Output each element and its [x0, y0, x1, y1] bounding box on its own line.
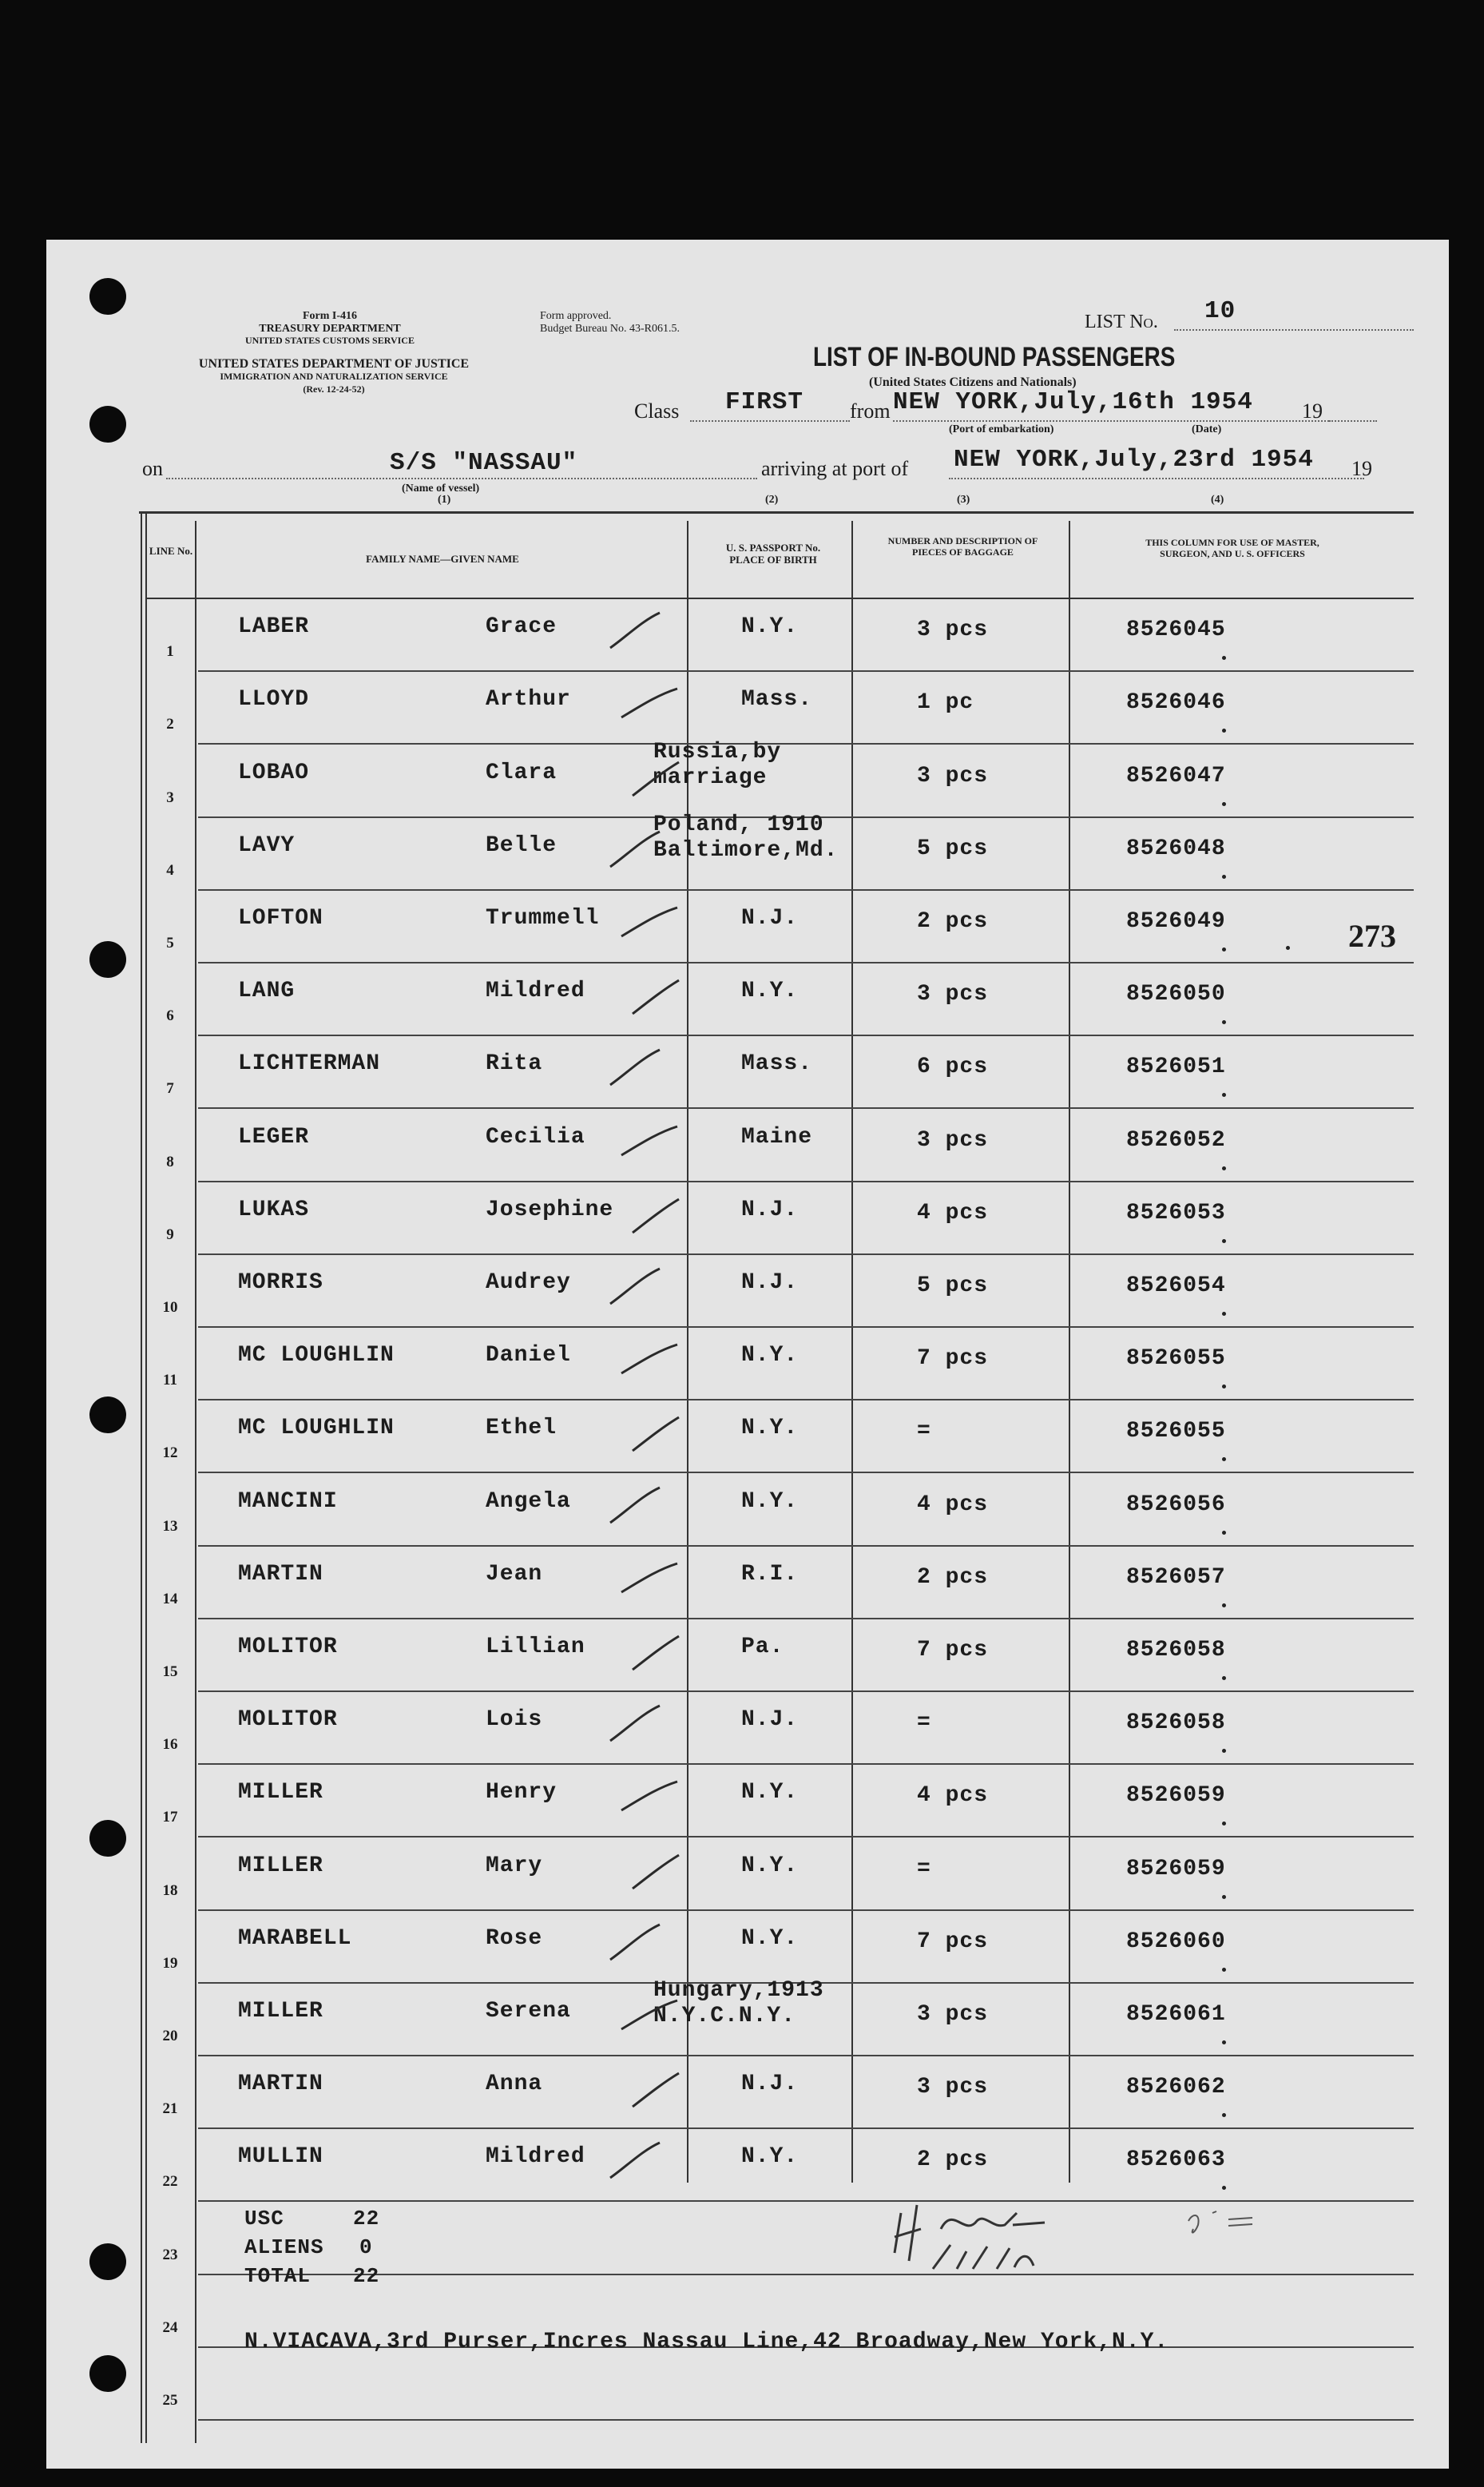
date-label: (Date): [1192, 423, 1222, 435]
form-number: Form I-416: [302, 310, 358, 322]
tick-mark: [1222, 1093, 1226, 1097]
row-baggage: 6 pcs: [917, 1055, 989, 1080]
row-place-of-birth: N.J.: [741, 2072, 799, 2097]
row-line-number: 12: [162, 1444, 178, 1462]
arriving-year: 19: [1351, 457, 1372, 480]
passport-col-border: [851, 521, 853, 2183]
tick-mark: [1222, 875, 1226, 879]
row-baggage: =: [917, 1710, 931, 1736]
row-family-name: MANCINI: [238, 1488, 338, 1514]
row-line-number: 1: [166, 643, 174, 661]
check-mark-icon: [605, 825, 677, 873]
row-place-of-birth: Mass.: [741, 1051, 813, 1077]
tick-mark: [1222, 1312, 1226, 1316]
row-officer-number: 8526055: [1126, 1419, 1226, 1444]
row-line-number: 9: [166, 1226, 174, 1243]
row-line-number: 11: [163, 1372, 177, 1389]
aliens-label: ALIENS: [244, 2235, 324, 2259]
aliens-value: 0: [359, 2235, 373, 2259]
punch-hole: [89, 278, 126, 315]
table-row-divider: [198, 1763, 1414, 1765]
total-value: 22: [353, 2264, 380, 2288]
row-line-number: 4: [166, 861, 174, 879]
row-line-number: 3: [166, 789, 174, 806]
revision: (Rev. 12-24-52): [303, 383, 365, 395]
row-family-name: LAVY: [238, 832, 296, 858]
row-baggage: =: [917, 1856, 931, 1881]
check-mark-icon: [628, 1627, 700, 1675]
row-baggage: 5 pcs: [917, 836, 989, 861]
row-baggage: 7 pcs: [917, 1346, 989, 1372]
row-line-number: 21: [162, 2100, 178, 2118]
purser-line: N.VIACAVA,3rd Purser,Incres Nassau Line,42 Broadway,New York,N.Y.: [244, 2330, 1169, 2354]
row-officer-number: 8526047: [1126, 763, 1226, 789]
col-header-officers: THIS COLUMN FOR USE OF MASTER, SURGEON, AND U. S. OFFICERS: [1145, 537, 1319, 559]
row-baggage: 3 pcs: [917, 2075, 989, 2100]
table-row-divider: [198, 889, 1414, 891]
col3-num: (3): [957, 494, 970, 506]
col4-num: (4): [1211, 494, 1224, 506]
row-officer-number: 8526056: [1126, 1492, 1226, 1517]
vessel-name: S/S "NASSAU": [390, 449, 578, 477]
tick-mark: [1222, 1895, 1226, 1899]
dept-justice: UNITED STATES DEPARTMENT OF JUSTICE: [198, 357, 470, 371]
col-header-line: LINE No.: [149, 545, 193, 557]
row-officer-number: 8526052: [1126, 1127, 1226, 1153]
from-value: NEW YORK,July,16th 1954: [893, 388, 1253, 416]
row-place-of-birth: N.Y.: [741, 614, 799, 640]
row-place-of-birth: N.J.: [741, 1197, 799, 1222]
arriving-value: NEW YORK,July,23rd 1954: [954, 446, 1314, 474]
row-given-name: Lillian: [486, 1635, 585, 1659]
from-label: from: [850, 399, 891, 423]
row-baggage: 3 pcs: [917, 618, 989, 643]
row-officer-number: 8526063: [1126, 2147, 1226, 2173]
vessel-col-num: (1): [438, 494, 451, 506]
check-mark-icon: [628, 753, 700, 801]
table-row-divider: [198, 1618, 1414, 1619]
row-place-of-birth: N.Y.: [741, 1853, 799, 1878]
from-dotline: [893, 420, 1329, 422]
row-family-name: MARTIN: [238, 2072, 323, 2097]
row-officer-number: 8526058: [1126, 1638, 1226, 1663]
check-mark-icon: [605, 1043, 677, 1091]
row-place-of-birth: N.J.: [741, 1270, 799, 1295]
header-bottom-border: [147, 598, 1414, 599]
row-officer-number: 8526059: [1126, 1856, 1226, 1881]
row-officer-number: 8526045: [1126, 618, 1226, 643]
row-officer-number: 8526058: [1126, 1710, 1226, 1736]
check-mark-icon: [628, 2064, 700, 2112]
row-place-of-birth: N.Y.: [741, 1488, 799, 1514]
tick-mark: [1222, 2040, 1226, 2044]
row-officer-number: 8526059: [1126, 1783, 1226, 1809]
row-officer-number: 8526054: [1126, 1273, 1226, 1298]
row-line-number: 15: [162, 1663, 178, 1680]
table-row-divider: [198, 1545, 1414, 1547]
check-mark-icon: [617, 1117, 688, 1165]
row-family-name: MULLIN: [238, 2144, 323, 2170]
row-line-number: 20: [162, 2028, 178, 2044]
table-row-divider: [198, 1181, 1414, 1182]
row-line-number: 23: [162, 2246, 178, 2263]
year-prefix: 19: [1302, 399, 1323, 423]
row-family-name: LICHTERMAN: [238, 1051, 381, 1077]
class-value: FIRST: [725, 388, 804, 416]
list-label: LIST No.: [1085, 312, 1158, 332]
baggage-col-border: [1069, 521, 1070, 2183]
row-line-number: 17: [162, 1809, 178, 1826]
row-line-number: 7: [166, 1080, 174, 1098]
row-given-name: Cecilia: [486, 1124, 585, 1150]
arriving-label: arriving at port of: [761, 457, 909, 480]
row-given-name: Anna: [486, 2072, 543, 2097]
row-officer-number: 8526051: [1126, 1055, 1226, 1080]
budget-bureau: Budget Bureau No. 43-R061.5.: [540, 323, 680, 335]
row-baggage: 3 pcs: [917, 1127, 989, 1153]
row-line-number: 6: [166, 1007, 174, 1025]
check-mark-icon: [628, 1845, 700, 1893]
col-header-name: FAMILY NAME—GIVEN NAME: [366, 553, 519, 565]
row-place-of-birth: Russia,by marriage: [653, 739, 782, 790]
row-family-name: MILLER: [238, 1780, 323, 1806]
table-row-divider: [198, 1035, 1414, 1036]
table-row-divider: [198, 743, 1414, 745]
row-given-name: Mildred: [486, 979, 585, 1004]
row-baggage: 4 pcs: [917, 1492, 989, 1517]
row-given-name: Jean: [486, 1561, 543, 1587]
row-baggage: 3 pcs: [917, 2002, 989, 2027]
row-family-name: MOLITOR: [238, 1635, 338, 1659]
row-officer-number: 8526055: [1126, 1346, 1226, 1372]
check-mark-icon: [628, 1190, 700, 1238]
row-family-name: MARTIN: [238, 1561, 323, 1587]
check-mark-icon: [605, 1262, 677, 1310]
check-mark-icon: [617, 1335, 688, 1383]
row-family-name: LEGER: [238, 1124, 310, 1150]
row-given-name: Grace: [486, 614, 557, 640]
row-place-of-birth: N.Y.: [741, 1780, 799, 1806]
table-row-divider: [198, 1909, 1414, 1911]
table-top-border: [139, 511, 1414, 514]
list-dotline: [1174, 329, 1414, 331]
row-family-name: MC LOUGHLIN: [238, 1416, 395, 1441]
check-mark-icon: [605, 1699, 677, 1747]
row-family-name: MOLITOR: [238, 1707, 338, 1733]
row-given-name: Arthur: [486, 687, 571, 713]
check-mark-icon: [628, 971, 700, 1019]
check-mark-icon: [617, 1772, 688, 1820]
handwritten-signature: [877, 2189, 1356, 2293]
row-line-number: 22: [162, 2173, 178, 2191]
col-header-passport: U. S. PASSPORT No. PLACE OF BIRTH: [725, 542, 821, 566]
row-baggage: 4 pcs: [917, 1200, 989, 1226]
row-given-name: Josephine: [486, 1197, 614, 1222]
col2-num: (2): [765, 494, 779, 506]
row-given-name: Rita: [486, 1051, 543, 1077]
port-embarkation-label: (Port of embarkation): [949, 423, 1054, 435]
row-family-name: MORRIS: [238, 1270, 323, 1295]
row-line-number: 14: [162, 1590, 178, 1607]
row-officer-number: 8526046: [1126, 690, 1226, 716]
row-baggage: 5 pcs: [917, 1273, 989, 1298]
row-place-of-birth: N.Y.: [741, 1343, 799, 1369]
row-given-name: Serena: [486, 1999, 571, 2024]
list-number: 10: [1204, 297, 1236, 325]
row-baggage: 1 pc: [917, 690, 974, 716]
row-place-of-birth: N.Y.: [741, 1416, 799, 1441]
row-place-of-birth: Hungary,1913 N.Y.C.N.Y.: [653, 1978, 824, 2028]
table-row-divider: [198, 1399, 1414, 1400]
check-mark-icon: [605, 606, 677, 654]
row-family-name: LUKAS: [238, 1197, 310, 1222]
row-baggage: 4 pcs: [917, 1783, 989, 1809]
check-mark-icon: [617, 679, 688, 727]
row-baggage: 7 pcs: [917, 1929, 989, 1954]
punch-hole: [89, 1820, 126, 1857]
vessel-dotline: [166, 478, 757, 479]
check-mark-icon: [628, 1408, 700, 1456]
tick-mark: [1222, 1603, 1226, 1607]
row-officer-number: 8526061: [1126, 2002, 1226, 2027]
row-given-name: Daniel: [486, 1343, 571, 1369]
row-place-of-birth: R.I.: [741, 1561, 799, 1587]
row-given-name: Trummell: [486, 906, 600, 931]
check-mark-icon: [605, 1918, 677, 1966]
row-officer-number: 8526057: [1126, 1564, 1226, 1590]
vessel-label: (Name of vessel): [402, 483, 480, 495]
row-line-number: 8: [166, 1153, 174, 1170]
arriving-dotline: [949, 478, 1364, 479]
row-place-of-birth: N.Y.: [741, 1925, 799, 1951]
table-row-divider: [198, 670, 1414, 672]
row-baggage: 2 pcs: [917, 1564, 989, 1590]
row-place-of-birth: Poland, 1910 Baltimore,Md.: [653, 812, 839, 863]
check-mark-icon: [617, 898, 688, 946]
check-mark-icon: [605, 2136, 677, 2184]
check-mark-icon: [617, 1554, 688, 1602]
margin-number: 273: [1348, 918, 1396, 954]
table-row-divider: [198, 1690, 1414, 1692]
col-header-baggage: NUMBER AND DESCRIPTION OF PIECES OF BAGGAGE: [887, 535, 1038, 558]
tick-mark: [1222, 1749, 1226, 1753]
check-mark-icon: [605, 1481, 677, 1529]
table-row-divider: [198, 1836, 1414, 1837]
row-given-name: Ethel: [486, 1416, 557, 1441]
tick-mark: [1222, 1531, 1226, 1535]
row-line-number: 5: [166, 935, 174, 951]
table-row-divider: [198, 1107, 1414, 1109]
tick-mark: [1222, 1676, 1226, 1680]
punch-hole: [89, 2243, 126, 2280]
row-given-name: Henry: [486, 1780, 557, 1806]
document-page: [46, 240, 1449, 2469]
row-line-number: 19: [162, 1954, 178, 1972]
row-place-of-birth: Pa.: [741, 1635, 784, 1659]
row-officer-number: 8526049: [1126, 909, 1226, 934]
dept-treasury: TREASURY DEPARTMENT: [259, 323, 401, 335]
tick-mark: [1222, 729, 1226, 733]
row-officer-number: 8526060: [1126, 1929, 1226, 1954]
table-row-divider: [198, 2127, 1414, 2129]
row-given-name: Rose: [486, 1925, 543, 1951]
row-line-number: 10: [162, 1299, 178, 1316]
class-dotline: [690, 420, 850, 422]
total-label: TOTAL: [244, 2264, 311, 2288]
row-given-name: Mary: [486, 1853, 543, 1878]
dept-customs: UNITED STATES CUSTOMS SERVICE: [245, 335, 415, 346]
tick-mark: [1222, 1166, 1226, 1170]
row-officer-number: 8526048: [1126, 836, 1226, 861]
row-family-name: MILLER: [238, 1999, 323, 2024]
row-line-number: 24: [162, 2318, 178, 2336]
tick-mark: [1222, 1020, 1226, 1024]
row-family-name: MARABELL: [238, 1925, 352, 1951]
row-officer-number: 8526050: [1126, 982, 1226, 1007]
table-row-divider: [198, 2419, 1414, 2421]
row-family-name: MILLER: [238, 1853, 323, 1878]
row-family-name: LANG: [238, 979, 296, 1004]
table-row-divider: [198, 1472, 1414, 1473]
row-line-number: 16: [162, 1736, 178, 1754]
tick-mark: [1222, 1822, 1226, 1826]
on-label: on: [142, 457, 163, 480]
row-given-name: Angela: [486, 1488, 571, 1514]
row-family-name: LOFTON: [238, 906, 323, 931]
row-family-name: MC LOUGHLIN: [238, 1343, 395, 1369]
row-baggage: 3 pcs: [917, 982, 989, 1007]
row-place-of-birth: Mass.: [741, 687, 813, 713]
row-line-number: 25: [162, 2392, 178, 2409]
row-place-of-birth: N.Y.: [741, 979, 799, 1004]
punch-hole: [89, 2355, 126, 2392]
punch-hole: [89, 406, 126, 443]
row-place-of-birth: Maine: [741, 1124, 813, 1150]
dept-ins: IMMIGRATION AND NATURALIZATION SERVICE: [220, 371, 448, 382]
table-left-border: [141, 511, 142, 2443]
page-subtitle: (United States Citizens and Nationals): [869, 375, 1077, 389]
check-mark-icon: [617, 1991, 688, 2039]
row-place-of-birth: N.J.: [741, 906, 799, 931]
row-baggage: 7 pcs: [917, 1638, 989, 1663]
year-dotline: [1329, 420, 1377, 422]
row-line-number: 13: [162, 1517, 178, 1535]
table-row-divider: [198, 1326, 1414, 1328]
row-place-of-birth: N.J.: [741, 1707, 799, 1733]
row-given-name: Belle: [486, 832, 557, 858]
row-baggage: =: [917, 1419, 931, 1444]
table-left-border-inner: [145, 511, 147, 2443]
tick-mark: [1222, 1968, 1226, 1972]
form-approved: Form approved.: [540, 310, 612, 322]
row-officer-number: 8526062: [1126, 2075, 1226, 2100]
row-given-name: Clara: [486, 760, 557, 785]
row-line-number: 18: [162, 1881, 178, 1899]
row-given-name: Mildred: [486, 2144, 585, 2170]
row-place-of-birth: N.Y.: [741, 2144, 799, 2170]
row-family-name: LOBAO: [238, 760, 310, 785]
row-officer-number: 8526053: [1126, 1200, 1226, 1226]
usc-label: USC: [244, 2207, 284, 2231]
line-col-border: [195, 521, 196, 2443]
tick-mark: [1222, 2113, 1226, 2117]
row-given-name: Lois: [486, 1707, 543, 1733]
punch-hole: [89, 941, 126, 978]
table-row-divider: [198, 2055, 1414, 2056]
table-row-divider: [198, 962, 1414, 963]
punch-hole: [89, 1396, 126, 1433]
row-baggage: 2 pcs: [917, 909, 989, 934]
margin-dot: [1286, 946, 1290, 950]
tick-mark: [1222, 1457, 1226, 1461]
row-baggage: 3 pcs: [917, 763, 989, 789]
class-label: Class: [634, 399, 680, 423]
tick-mark: [1222, 656, 1226, 660]
usc-value: 22: [353, 2207, 380, 2231]
tick-mark: [1222, 802, 1226, 806]
row-given-name: Audrey: [486, 1270, 571, 1295]
row-line-number: 2: [166, 716, 174, 733]
tick-mark: [1222, 1385, 1226, 1389]
table-row-divider: [198, 1253, 1414, 1255]
tick-mark: [1222, 948, 1226, 951]
row-baggage: 2 pcs: [917, 2147, 989, 2173]
tick-mark: [1222, 1239, 1226, 1243]
page-title: LIST OF IN-BOUND PASSENGERS: [813, 342, 1176, 372]
row-family-name: LABER: [238, 614, 310, 640]
row-family-name: LLOYD: [238, 687, 310, 713]
